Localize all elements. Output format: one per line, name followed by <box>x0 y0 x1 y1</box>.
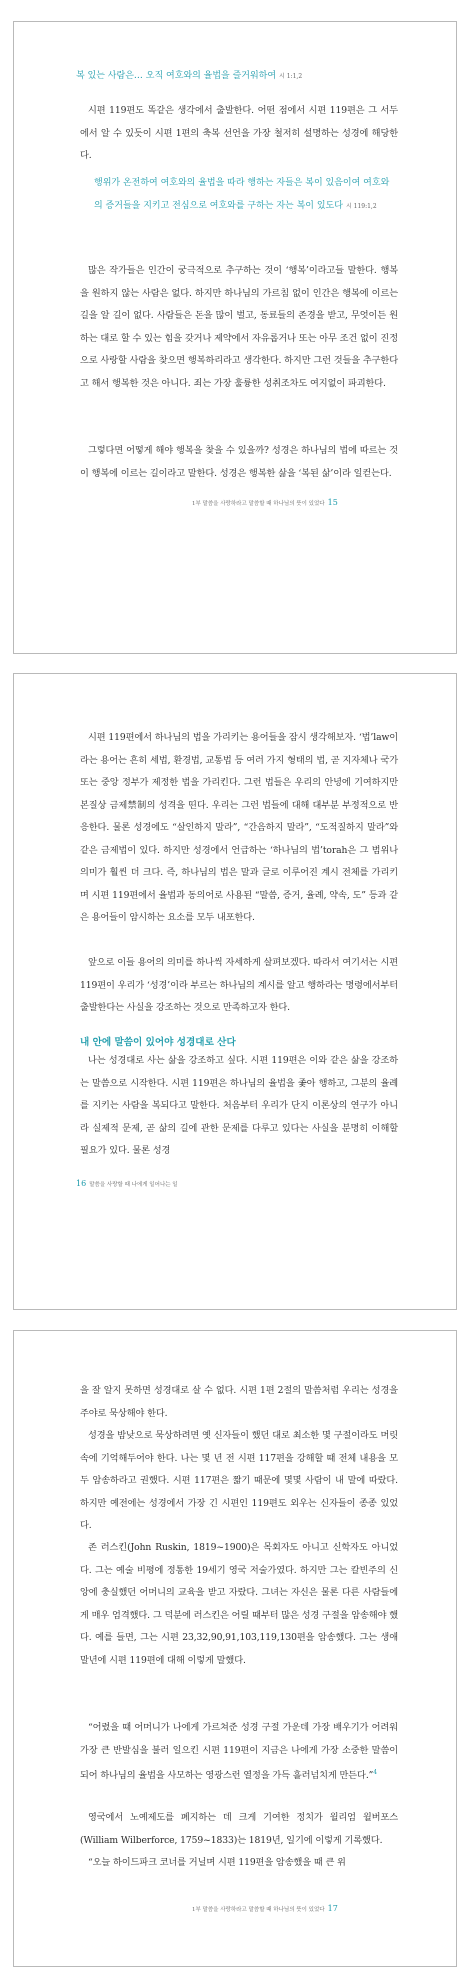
paragraph: 앞으로 이들 용어의 의미를 하나씩 자세하게 살펴보겠다. 따라서 여기서는 시편 119편이 우리가 ‘성경’이라 부르는 하나님의 계시를 알고 행하라는 명령에서부터 출발한다는 사실을 강조하는 것으로 만족하고자 한다. <box>80 957 398 1013</box>
section-heading: 내 안에 말씀이 있어야 성경대로 산다 <box>80 1037 236 1048</box>
paragraph: 시편 119편도 똑같은 생각에서 출발한다. 어떤 점에서 시편 119편은 그 서두에서 알 수 있듯이 시편 1편의 축복 선언을 가장 철저히 설명하는 성경에 해당한다. <box>80 105 398 161</box>
footnote-marker: 4 <box>373 1769 377 1776</box>
paragraph: 나는 성경대로 사는 삶을 강조하고 싶다. 시편 119편은 이와 같은 삶을 강조하는 말씀으로 시작한다. 시편 119편은 하나님의 율법을 좇아 행하고, 그분의 율례를 지키는 사람을 복되다고 말한다. 처음부터 우리가 단지 이론상의 연구가 아니라 실제적 문제, 곧 삶의 길에 관한 문제를 다루고 있다는 사실을 분명히 이해할 필요가 있다. 물론 성경 <box>80 1055 398 1156</box>
page-number: 17 <box>327 1904 338 1913</box>
page-footer <box>76 1179 178 1188</box>
paragraph: 존 러스킨(John Ruskin, 1819~1900)은 목회자도 아니고 신학자도 아니었다. 그는 예술 비평에 정통한 19세기 영국 저술가였다. 하지만 그는 칼빈주의 신앙에 충실했던 어머니의 교육을 받고 자랐다. 그녀는 자신은 물론 다른 사람들에게 매우 엄격했다. 그 덕분에 러스킨은 어릴 때부터 많은 성경 구절을 암송해야 했다. 예를 들면, 그는 시편 23,32,90,91,103,119,130편을 암송했다. 그는 생애 말년에 시편 119편에 대해 이렇게 말했다. <box>80 1542 398 1666</box>
page-footer <box>192 498 338 507</box>
paragraph: “오늘 하이드파크 코너를 거닐며 시편 119편을 암송했을 때 큰 위 <box>88 1857 346 1868</box>
paragraph: “어렸을 때 어머니가 나에게 가르쳐준 성경 구절 가운데 가장 배우기가 어려워 가장 큰 반발심을 불러 일으킨 시편 119편이 지금은 나에게 가장 소중한 말씀이 되어 하나님의 율법을 사모하는 영광스런 열정을 가득 흘러넘치게 만든다.”$^4$ <box>80 1722 398 1782</box>
page-number: 15 <box>327 498 338 507</box>
paragraph: 을 잘 알지 못하면 성경대로 살 수 없다. 시편 1편 2절의 말씀처럼 우리는 성경을 주야로 묵상해야 한다. <box>80 1385 398 1419</box>
quote-reference: 시 1:1,2 <box>279 73 303 80</box>
running-title: 말씀을 사랑할 때 나에게 일어나는 일 <box>89 1181 178 1188</box>
opening-quote: 복 있는 사람은… 오직 여호와의 율법을 즐거워하여 시 1:1,2 <box>76 71 303 81</box>
book-page-17 <box>13 1330 457 1967</box>
running-title: 1부 말씀을 사랑하라고 말씀할 때 하나님의 뜻이 있었다 <box>192 500 325 507</box>
paragraph: 그렇다면 어떻게 해야 행복을 찾을 수 있을까? 성경은 하나님의 법에 따르는 것이 행복에 이르는 길이라고 말한다. 성경은 행복한 삶을 ‘복된 삶’이라 일컫는다. <box>80 445 398 479</box>
paragraph: 많은 작가들은 인간이 궁극적으로 추구하는 것이 ‘행복’이라고들 말한다. 행복을 원하지 않는 사람은 없다. 하지만 하나님의 가르침 없이 인간은 행복에 이르는 길을 알 길이 없다. 사람들은 돈을 많이 벌고, 동료들의 존경을 받고, 무엇이든 원하는 대로 할 수 있는 힘을 갖거나 제약에서 자유롭거나 또는 아무 조건 없이 진정으로 사랑할 사람을 찾으면 행복하리라고 생각한다. 하지만 그런 것들을 추구한다고 해서 행복한 것은 아니다. 죄는 가장 훌륭한 성취조차도 여지없이 파괴한다. <box>80 265 398 389</box>
running-title: 1부 말씀을 사랑하라고 말씀할 때 하나님의 뜻이 있었다 <box>192 1906 325 1913</box>
block-quote: 행위가 온전하여 여호와의 율법을 따라 행하는 자들은 복이 있음이여 여호와의 증거들을 지키고 전심으로 여호와를 구하는 자는 복이 있도다 시 119:1,2 <box>94 178 390 211</box>
book-page-16 <box>13 673 457 1310</box>
paragraph: 성경을 밤낮으로 묵상하려면 옛 신자들이 했던 대로 최소한 몇 구절이라도 머릿속에 기억해두어야 한다. 나는 몇 년 전 시편 117편을 강해할 때 전체 내용을 모두 암송하라고 권했다. 시편 117편은 짧기 때문에 몇몇 사람이 내 말에 따랐다. 하지만 예전에는 성경에서 가장 긴 시편인 119편도 외우는 신자들이 종종 있었다. <box>80 1430 398 1531</box>
quote-reference: 시 119:1,2 <box>345 203 377 210</box>
paragraph: 시편 119편에서 하나님의 법을 가리키는 용어들을 잠시 생각해보자. ‘법’law이라는 용어는 흔히 세법, 환경법, 교통법 등 여러 가지 형태의 법, 곧 지자체나 국가 또는 중앙 정부가 제정한 법을 가리킨다. 그런 법들은 우리의 안녕에 기여하지만 본질상 금제禁制의 성격을 띤다. 우리는 그런 법들에 대해 대부분 부정적으로 반응한다. 물론 성경에도 “살인하지 말라”, “간음하지 말라”, “도적질하지 말라”와 같은 금제법이 있다. 하지만 성경에서 언급하는 ‘하나님의 법’torah은 그 범위나 의미가 훨씬 더 크다. 즉, 하나님의 법은 말과 글로 이루어진 계시 전체를 가리키며 시편 119편에서 율법과 동의어로 사용된 “말씀, 증거, 율례, 약속, 도” 등과 같은 용어들이 암시하는 요소를 모두 내포한다. <box>80 732 398 923</box>
paragraph: 영국에서 노예제도를 폐지하는 데 크게 기여한 정치가 윌리엄 윌버포스(William Wilberforce, 1759~1833)는 1819년, 일기에 이렇게 기록했다. <box>80 1812 398 1846</box>
page-number: 16 <box>76 1179 87 1188</box>
book-page-15 <box>13 21 457 654</box>
page-footer <box>192 1904 338 1913</box>
